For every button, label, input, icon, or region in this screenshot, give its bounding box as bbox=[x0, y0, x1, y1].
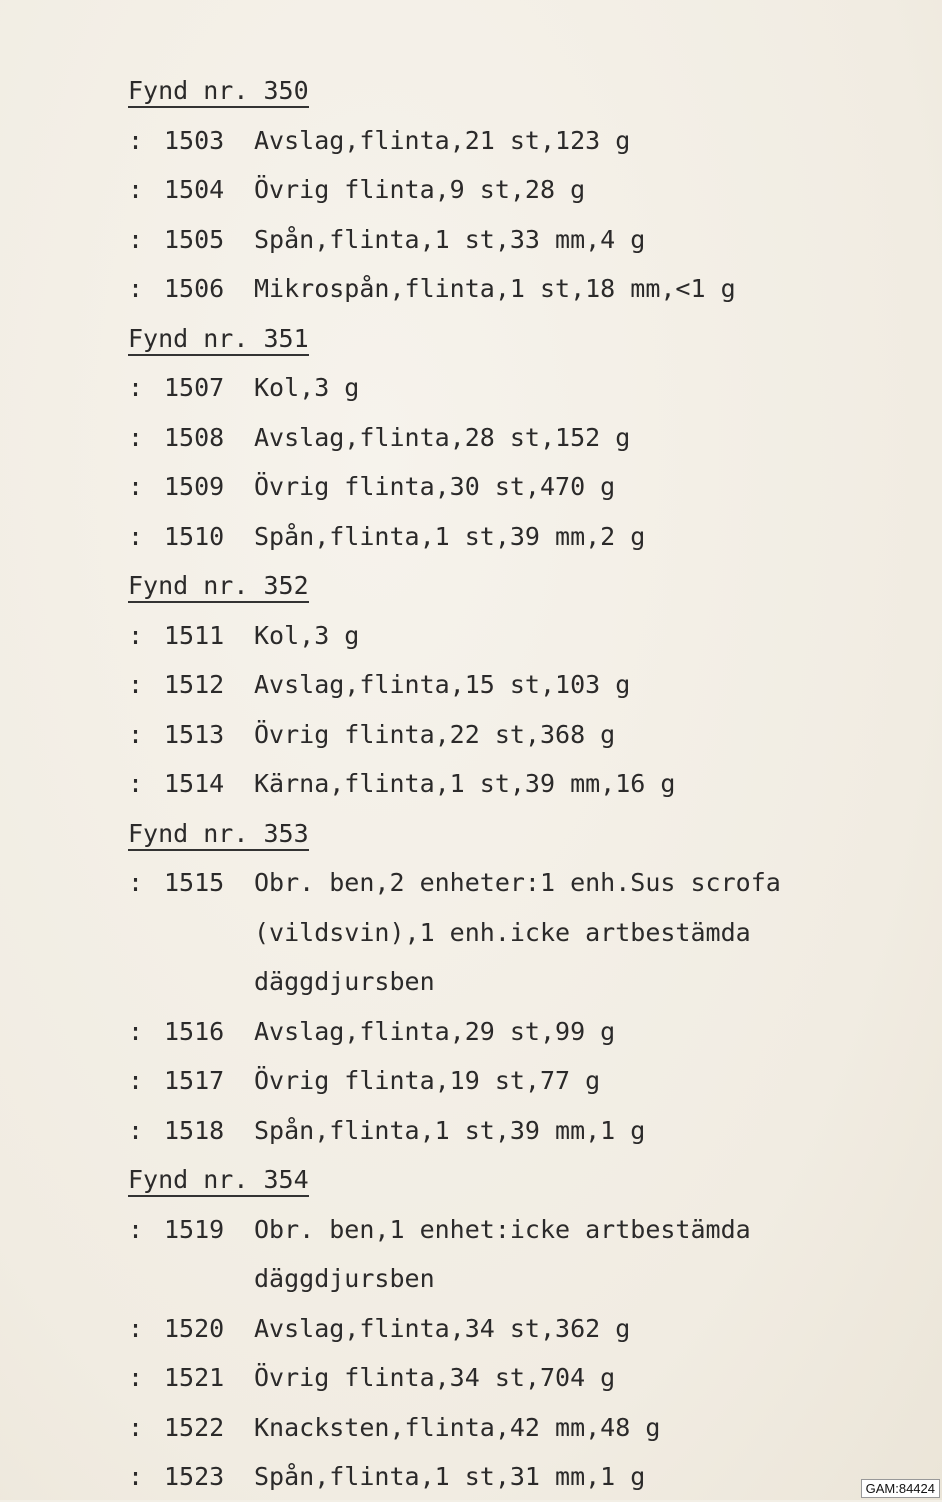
entry-description: Avslag,flinta,21 st,123 g bbox=[254, 125, 631, 155]
entry-colon: : bbox=[128, 1462, 144, 1491]
entry-colon: : bbox=[128, 521, 144, 551]
entry-description: Övrig flinta,34 st,704 g bbox=[254, 1363, 616, 1392]
entry-description: Övrig flinta,9 st,28 g bbox=[254, 175, 586, 204]
entry-description: Avslag,flinta,28 st,152 g bbox=[254, 422, 631, 452]
entry-colon: : bbox=[128, 1115, 144, 1145]
entry-number: 1511 bbox=[164, 620, 225, 650]
entry-colon: : bbox=[128, 1016, 144, 1046]
find-entry bbox=[128, 264, 918, 314]
entry-number: 1509 bbox=[164, 472, 225, 501]
entry-description: Övrig flinta,22 st,368 g bbox=[254, 719, 616, 749]
entry-description: Kol,3 g bbox=[254, 373, 360, 402]
entry-colon: : bbox=[128, 769, 144, 798]
entry-colon: : bbox=[128, 472, 144, 501]
entry-number: 1523 bbox=[164, 1462, 225, 1491]
entry-number: 1519 bbox=[164, 1214, 225, 1244]
find-entry bbox=[128, 165, 918, 215]
entry-number: 1521 bbox=[164, 1363, 225, 1392]
entry-description: Obr. ben,1 enhet:icke artbestämda däggdjursben bbox=[254, 1214, 751, 1293]
find-entry bbox=[128, 215, 918, 265]
entry-colon: : bbox=[128, 620, 144, 650]
entry-number: 1513 bbox=[164, 719, 225, 749]
entry-number: 1503 bbox=[164, 125, 225, 155]
find-entry bbox=[128, 660, 918, 710]
find-group-label: Fynd nr. 352 bbox=[128, 571, 309, 603]
entry-colon: : bbox=[128, 175, 144, 204]
entry-colon: : bbox=[128, 373, 144, 402]
find-group-title bbox=[128, 314, 918, 364]
entry-description: Knacksten,flinta,42 mm,48 g bbox=[254, 1412, 661, 1442]
entry-colon: : bbox=[128, 224, 144, 254]
entry-description: Kärna,flinta,1 st,39 mm,16 g bbox=[254, 769, 676, 798]
find-entry bbox=[128, 611, 918, 661]
entry-description: Spån,flinta,1 st,31 mm,1 g bbox=[254, 1462, 646, 1491]
entry-colon: : bbox=[128, 1214, 144, 1244]
entry-description: Spån,flinta,1 st,39 mm,2 g bbox=[254, 521, 646, 551]
find-entry bbox=[128, 710, 918, 760]
entry-colon: : bbox=[128, 1412, 144, 1442]
find-entry bbox=[128, 858, 918, 1007]
entry-description: Obr. ben,2 enheter:1 enh.Sus scrofa (vildsvin),1 enh.icke artbestämda däggdjursben bbox=[254, 868, 781, 996]
find-entry bbox=[128, 1106, 918, 1156]
find-group-label: Fynd nr. 351 bbox=[128, 324, 309, 356]
find-entry bbox=[128, 1452, 918, 1502]
find-list bbox=[128, 66, 918, 1502]
find-entry bbox=[128, 462, 918, 512]
entry-colon: : bbox=[128, 868, 144, 897]
entry-number: 1520 bbox=[164, 1313, 225, 1343]
find-entry bbox=[128, 1403, 918, 1453]
find-group-title bbox=[128, 809, 918, 859]
entry-description: Avslag,flinta,15 st,103 g bbox=[254, 670, 631, 699]
find-entry bbox=[128, 1056, 918, 1106]
find-group-title bbox=[128, 561, 918, 611]
entry-description: Övrig flinta,30 st,470 g bbox=[254, 472, 616, 501]
find-group-title bbox=[128, 66, 918, 116]
find-entry bbox=[128, 1353, 918, 1403]
entry-number: 1514 bbox=[164, 769, 225, 798]
entry-number: 1518 bbox=[164, 1115, 225, 1145]
find-entry bbox=[128, 1304, 918, 1354]
find-entry bbox=[128, 1007, 918, 1057]
entry-description: Avslag,flinta,29 st,99 g bbox=[254, 1016, 616, 1046]
find-entry bbox=[128, 759, 918, 809]
entry-colon: : bbox=[128, 1363, 144, 1392]
entry-number: 1507 bbox=[164, 373, 225, 402]
find-group-label: Fynd nr. 353 bbox=[128, 819, 309, 851]
find-group-title bbox=[128, 1155, 918, 1205]
entry-number: 1515 bbox=[164, 868, 225, 897]
entry-description: Mikrospån,flinta,1 st,18 mm,<1 g bbox=[254, 274, 736, 303]
entry-number: 1508 bbox=[164, 422, 225, 452]
find-entry bbox=[128, 363, 918, 413]
entry-colon: : bbox=[128, 125, 144, 155]
entry-number: 1505 bbox=[164, 224, 225, 254]
entry-number: 1510 bbox=[164, 521, 225, 551]
entry-number: 1512 bbox=[164, 670, 225, 699]
entry-colon: : bbox=[128, 670, 144, 699]
entry-description: Avslag,flinta,34 st,362 g bbox=[254, 1313, 631, 1343]
entry-colon: : bbox=[128, 719, 144, 749]
find-entry bbox=[128, 116, 918, 166]
entry-number: 1517 bbox=[164, 1066, 225, 1095]
find-entry bbox=[128, 512, 918, 562]
entry-number: 1506 bbox=[164, 274, 225, 303]
entry-number: 1516 bbox=[164, 1016, 225, 1046]
find-entry bbox=[128, 413, 918, 463]
entry-number: 1522 bbox=[164, 1412, 225, 1442]
entry-colon: : bbox=[128, 274, 144, 303]
find-group-label: Fynd nr. 350 bbox=[128, 76, 309, 108]
entry-description: Spån,flinta,1 st,33 mm,4 g bbox=[254, 224, 646, 254]
entry-colon: : bbox=[128, 1066, 144, 1095]
entry-colon: : bbox=[128, 422, 144, 452]
find-entry bbox=[128, 1205, 918, 1304]
find-group-label: Fynd nr. 354 bbox=[128, 1165, 309, 1197]
entry-description: Kol,3 g bbox=[254, 620, 360, 650]
entry-number: 1504 bbox=[164, 175, 225, 204]
entry-description: Spån,flinta,1 st,39 mm,1 g bbox=[254, 1115, 646, 1145]
entry-colon: : bbox=[128, 1313, 144, 1343]
entry-description: Övrig flinta,19 st,77 g bbox=[254, 1066, 601, 1095]
archive-stamp: GAM:84424 bbox=[861, 1479, 940, 1498]
